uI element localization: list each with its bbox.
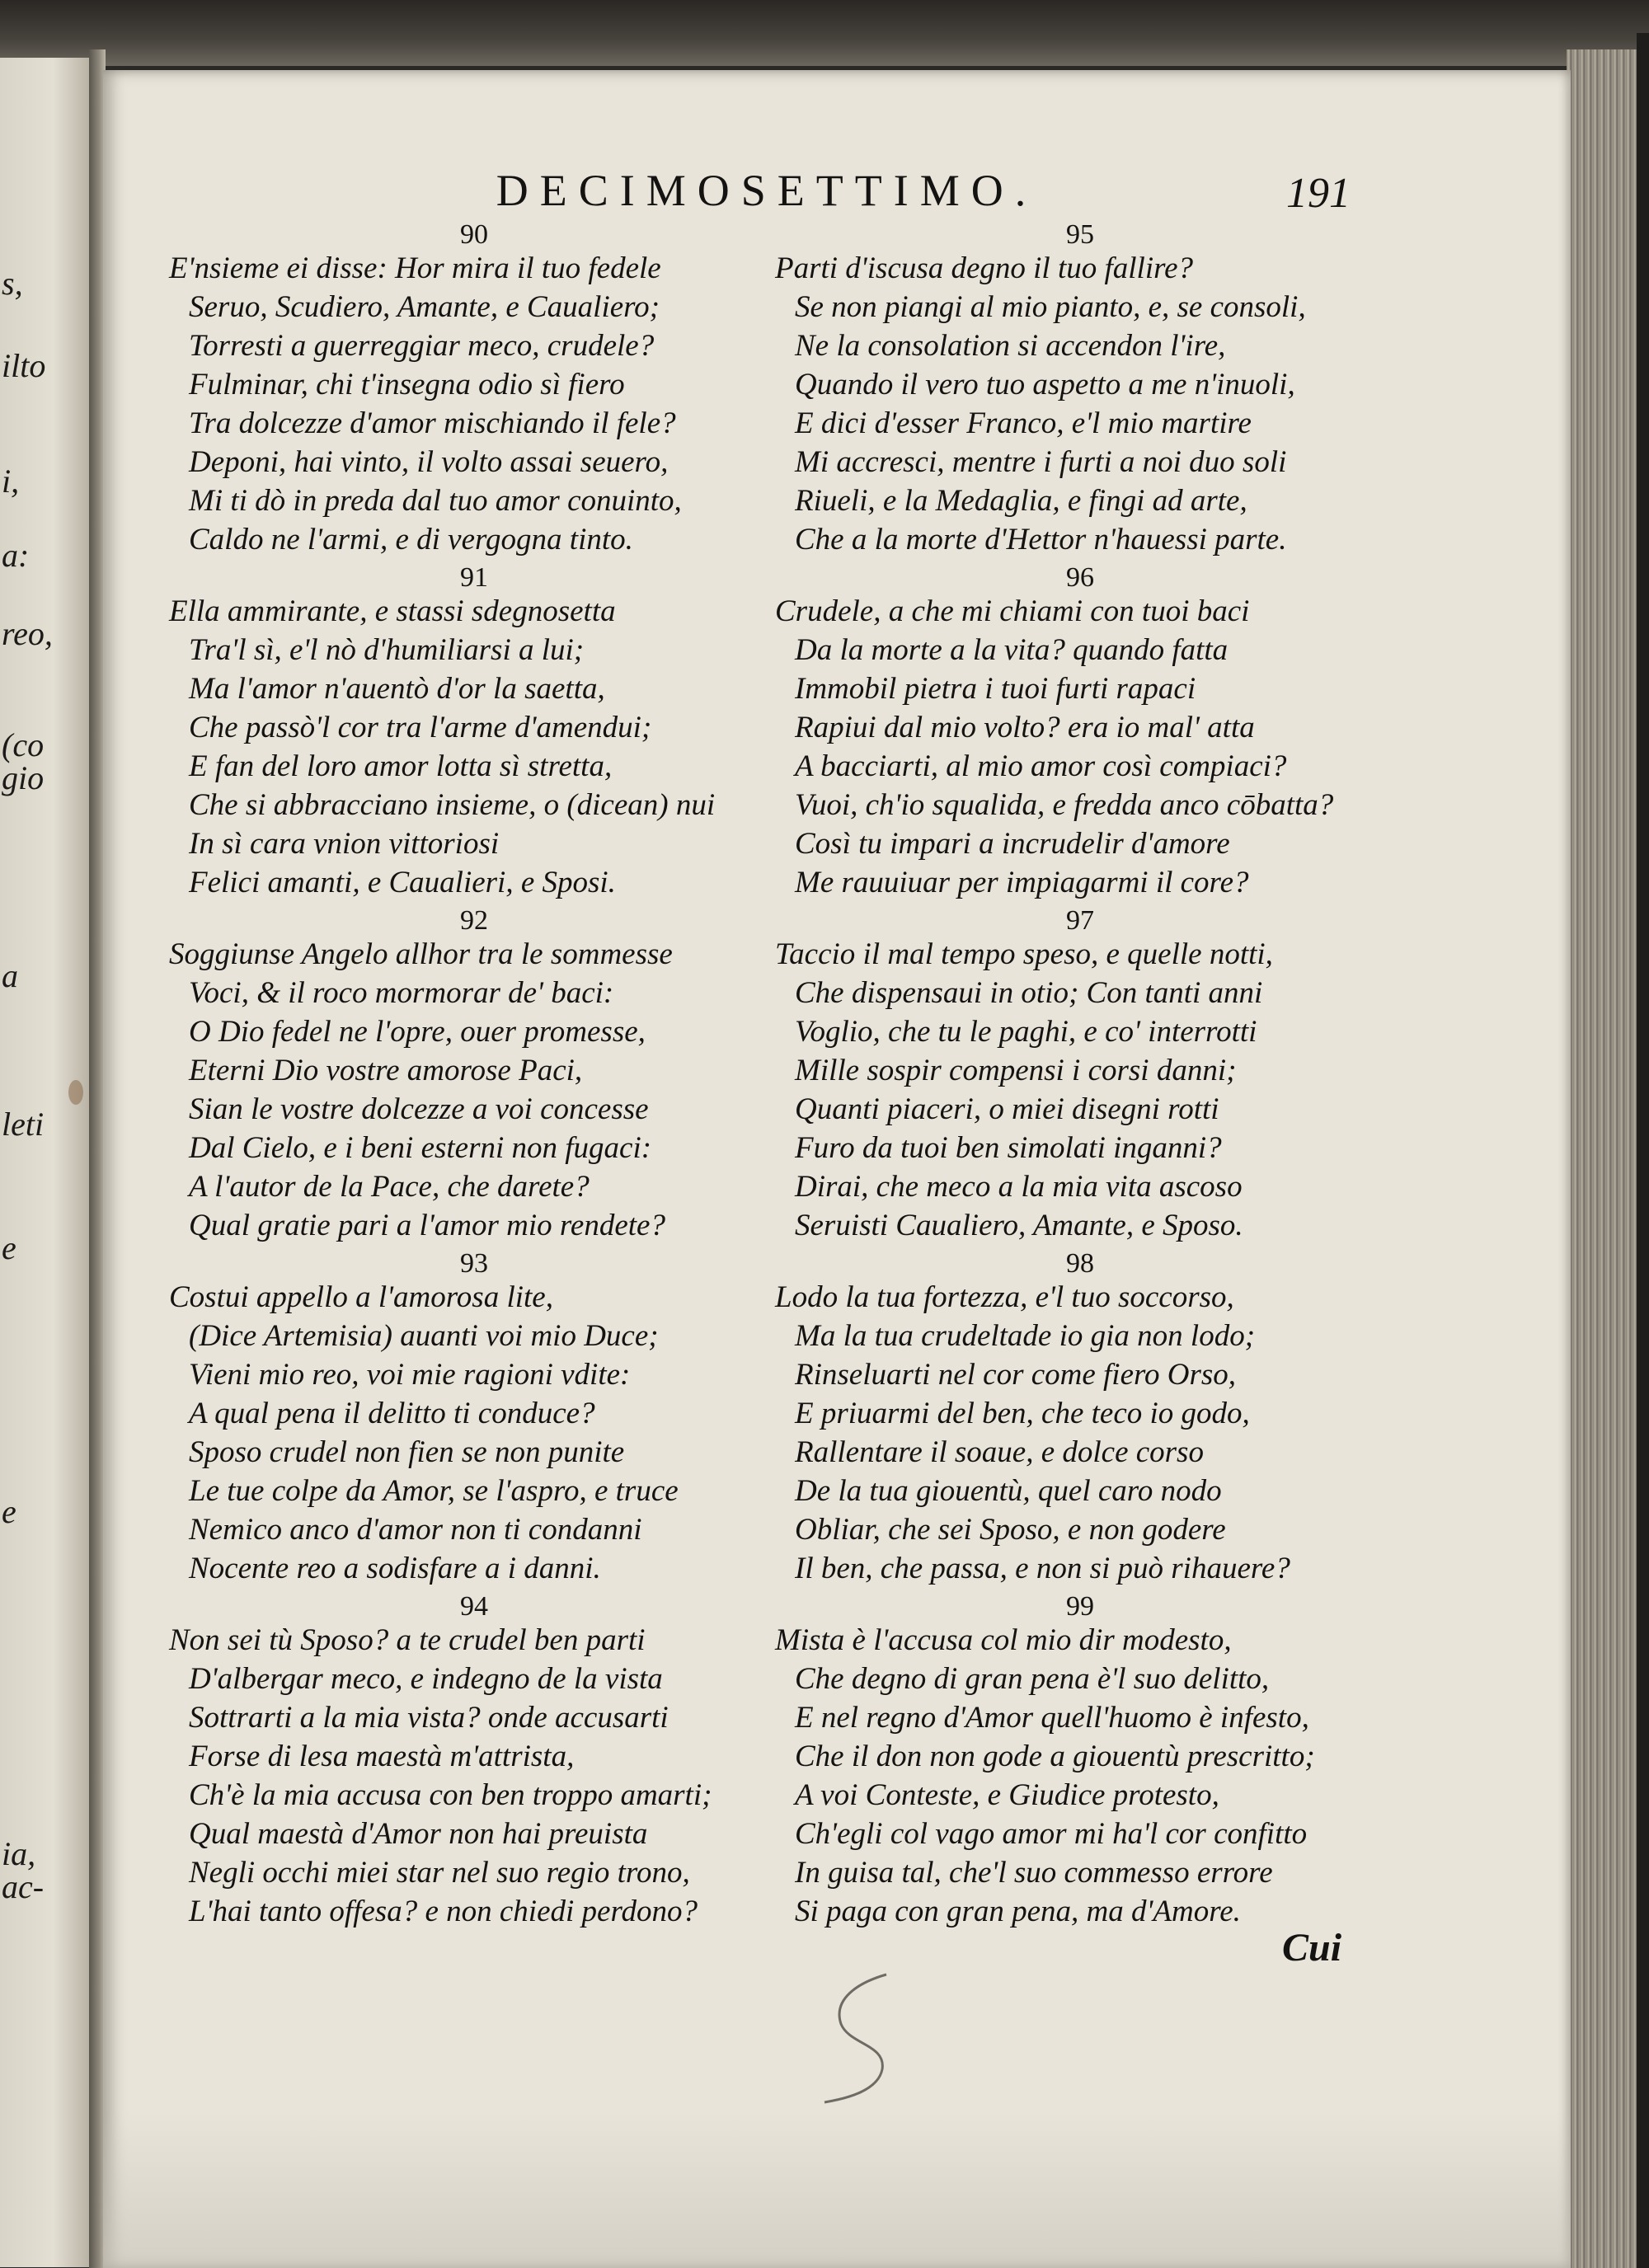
verse-line: Fulminar, chi t'insegna odio sì fiero <box>189 368 625 401</box>
stanza <box>169 221 779 559</box>
verse-line: Quando il vero tuo aspetto a me n'inuoli, <box>795 368 1295 401</box>
verse-line: Rinseluarti nel cor come fiero Orso, <box>795 1358 1237 1392</box>
facing-page-fragment: e <box>2 1493 16 1530</box>
verse-line: Seruo, Scudiero, Amante, e Caualiero; <box>189 290 660 324</box>
verse-line: Che degno di gran pena è'l suo delitto, <box>795 1662 1270 1696</box>
stanza <box>775 1593 1385 1931</box>
stanza-number: 97 <box>1066 905 1094 936</box>
verse-line: E nel regno d'Amor quell'huomo è infesto, <box>795 1701 1309 1735</box>
right-column <box>775 221 1385 1936</box>
stanza <box>169 564 779 902</box>
stanza-number: 98 <box>1066 1248 1094 1279</box>
binding-shadow <box>0 0 1649 66</box>
verse-line: E fan del loro amor lotta sì stretta, <box>189 749 613 783</box>
stanza-number: 95 <box>1066 219 1094 250</box>
facing-page-fragment: ilto <box>2 347 46 384</box>
verse-line: Che si abbracciano insieme, o (dicean) nui <box>189 788 716 822</box>
verse-line: Le tue colpe da Amor, se l'aspro, e truce <box>189 1474 679 1508</box>
stanza-number: 90 <box>460 219 488 250</box>
verse-line: In sì cara vnion vittoriosi <box>189 827 500 861</box>
verse-line: Obliar, che sei Sposo, e non godere <box>795 1513 1226 1547</box>
verse-line: Taccio il mal tempo speso, e quelle notti, <box>775 937 1273 971</box>
facing-page-fragment: e <box>2 1229 16 1266</box>
stanza-number: 99 <box>1066 1591 1094 1622</box>
binding-edge <box>1637 33 1649 2268</box>
verse-line: E'nsieme ei disse: Hor mira il tuo fedele <box>169 251 661 285</box>
facing-page-fragment: (co <box>2 726 45 763</box>
verse-line: A qual pena il delitto ti conduce? <box>189 1397 595 1430</box>
stanza-number: 94 <box>460 1591 488 1622</box>
stanza <box>775 1250 1385 1588</box>
verse-line: Ella ammirante, e stassi sdegnosetta <box>169 594 616 628</box>
facing-page-fragment: reo, <box>2 615 53 652</box>
verse-line: Qual maestà d'Amor non hai preuista <box>189 1817 648 1851</box>
verse-line: Mi ti dò in preda dal tuo amor conuinto, <box>189 484 682 518</box>
verse-line: Quanti piaceri, o miei disegni rotti <box>795 1092 1219 1126</box>
verse-line: Voci, & il roco mormorar de' baci: <box>189 976 614 1010</box>
verse-line: Dirai, che meco a la mia vita ascoso <box>795 1170 1243 1204</box>
facing-page-fragment: s, <box>2 265 23 302</box>
verse-line: Nocente reo a sodisfare a i danni. <box>189 1552 601 1585</box>
verse-line: Vuoi, ch'io squalida, e fredda anco cōbatta? <box>795 788 1334 822</box>
verse-line: Rallentare il soaue, e dolce corso <box>795 1435 1204 1469</box>
page-shading <box>103 2111 1571 2268</box>
verse-line: Crudele, a che mi chiami con tuoi baci <box>775 594 1250 628</box>
stanza <box>169 1593 779 1931</box>
verse-line: Che il don non gode a giouentù prescritto; <box>795 1740 1315 1773</box>
verse-line: De la tua giouentù, quel caro nodo <box>795 1474 1222 1508</box>
facing-page-fragment: ac- <box>2 1868 45 1905</box>
facing-page-fragment: leti <box>2 1106 45 1143</box>
facing-page-fragment: ia, <box>2 1835 36 1872</box>
verse-line: Che a la morte d'Hettor n'hauessi parte. <box>795 523 1287 556</box>
verse-line: A bacciarti, al mio amor così compiaci? <box>795 749 1287 783</box>
verse-line: Furo da tuoi ben simolati inganni? <box>795 1131 1222 1165</box>
verse-line: L'hai tanto offesa? e non chiedi perdono? <box>189 1895 698 1928</box>
verse-line: Ma la tua crudeltade io gia non lodo; <box>795 1319 1256 1353</box>
verse-line: Lodo la tua fortezza, e'l tuo soccorso, <box>775 1280 1234 1314</box>
page-number: 191 <box>1286 170 1351 217</box>
stanza <box>169 907 779 1245</box>
verse-line: Me rauuiuar per impiagarmi il core? <box>795 866 1249 899</box>
verse-line: E dici d'esser Franco, e'l mio martire <box>795 406 1252 440</box>
verse-line: Si paga con gran pena, ma d'Amore. <box>795 1895 1241 1928</box>
verse-line: Eterni Dio vostre amorose Paci, <box>189 1054 583 1087</box>
verse-line: Ma l'amor n'auentò d'or la saetta, <box>189 672 605 706</box>
verse-line: Immobil pietra i tuoi furti rapaci <box>795 672 1196 706</box>
verse-line: Sottrarti a la mia vista? onde accusarti <box>189 1701 669 1735</box>
stanza <box>169 1250 779 1588</box>
verse-line: Deponi, hai vinto, il volto assai seuero, <box>189 445 669 479</box>
verse-line: Che passò'l cor tra l'arme d'amendui; <box>189 711 652 744</box>
verse-line: Qual gratie pari a l'amor mio rendete? <box>189 1209 665 1242</box>
verse-line: Mista è l'accusa col mio dir modesto, <box>775 1623 1232 1657</box>
facing-page-fragment: a: <box>2 537 30 574</box>
verse-line: Ch'è la mia accusa con ben troppo amarti; <box>189 1778 712 1812</box>
verse-line: E priuarmi del ben, che teco io godo, <box>795 1397 1250 1430</box>
verse-line: Ne la consolation si accendon l'ire, <box>795 329 1226 363</box>
ink-flourish <box>808 1966 923 2115</box>
verse-line: Torresti a guerreggiar meco, crudele? <box>189 329 655 363</box>
verse-line: A l'autor de la Pace, che darete? <box>189 1170 590 1204</box>
verse-line: Caldo ne l'armi, e di vergogna tinto. <box>189 523 633 556</box>
verse-line: Se non piangi al mio pianto, e, se consoli, <box>795 290 1306 324</box>
verse-line: Forse di lesa maestà m'attrista, <box>189 1740 575 1773</box>
verse-line: Seruisti Caualiero, Amante, e Sposo. <box>795 1209 1243 1242</box>
verse-line: Ch'egli col vago amor mi ha'l cor confitto <box>795 1817 1308 1851</box>
left-column <box>169 221 779 1936</box>
verse-line: Così tu impari a incrudelir d'amore <box>795 827 1230 861</box>
verse-line: Mi accresci, mentre i furti a noi duo soli <box>795 445 1287 479</box>
stanza-number: 93 <box>460 1248 488 1279</box>
verse-line: A voi Conteste, e Giudice protesto, <box>795 1778 1219 1812</box>
verse-line: Non sei tù Sposo? a te crudel ben parti <box>169 1623 646 1657</box>
verse-line: Parti d'iscusa degno il tuo fallire? <box>775 251 1194 285</box>
verse-line: Costui appello a l'amorosa lite, <box>169 1280 553 1314</box>
verse-line: Vieni mio reo, voi mie ragioni vdite: <box>189 1358 631 1392</box>
verse-line: Rapiui dal mio volto? era io mal' atta <box>795 711 1255 744</box>
verse-line: D'albergar meco, e indegno de la vista <box>189 1662 663 1696</box>
verse-line: Felici amanti, e Caualieri, e Sposi. <box>189 866 616 899</box>
verse-line: Voglio, che tu le paghi, e co' interrotti <box>795 1015 1257 1049</box>
verse-line: Nemico anco d'amor non ti condanni <box>189 1513 642 1547</box>
verse-line: Negli occhi miei star nel suo regio trono, <box>189 1856 690 1890</box>
stanza <box>775 221 1385 559</box>
verse-line: O Dio fedel ne l'opre, ouer promesse, <box>189 1015 646 1049</box>
verse-line: Da la morte a la vita? quando fatta <box>795 633 1229 667</box>
verse-line: Che dispensaui in otio; Con tanti anni <box>795 976 1263 1010</box>
verse-line: Mille sospir compensi i corsi danni; <box>795 1054 1237 1087</box>
stanza <box>775 907 1385 1245</box>
verse-line: Riueli, e la Medaglia, e fingi ad arte, <box>795 484 1247 518</box>
stanza-number: 92 <box>460 905 488 936</box>
verse-line: Sian le vostre dolcezze a voi concesse <box>189 1092 649 1126</box>
verse-line: Sposo crudel non fien se non punite <box>189 1435 625 1469</box>
facing-page-fragment: a <box>2 957 18 994</box>
verse-line: Tra'l sì, e'l nò d'humiliarsi a lui; <box>189 633 585 667</box>
facing-page-fragment: gio <box>2 759 45 796</box>
verse-line: Soggiunse Angelo allhor tra le sommesse <box>169 937 673 971</box>
stanza <box>775 564 1385 902</box>
facing-page-fragment: i, <box>2 463 20 500</box>
stanza-number: 91 <box>460 562 488 593</box>
paper-stain <box>68 1080 83 1105</box>
verse-line: (Dice Artemisia) auanti voi mio Duce; <box>189 1319 659 1353</box>
verse-line: In guisa tal, che'l suo commesso errore <box>795 1856 1273 1890</box>
verse-line: Dal Cielo, e i beni esterni non fugaci: <box>189 1131 652 1165</box>
facing-page <box>0 58 92 2267</box>
stanza-number: 96 <box>1066 562 1094 593</box>
verse-line: Il ben, che passa, e non si può rihauere? <box>795 1552 1290 1585</box>
catchword: Cui <box>1282 1926 1342 1970</box>
running-head: DECIMOSETTIMO. <box>496 166 1038 215</box>
verse-line: Tra dolcezze d'amor mischiando il fele? <box>189 406 676 440</box>
